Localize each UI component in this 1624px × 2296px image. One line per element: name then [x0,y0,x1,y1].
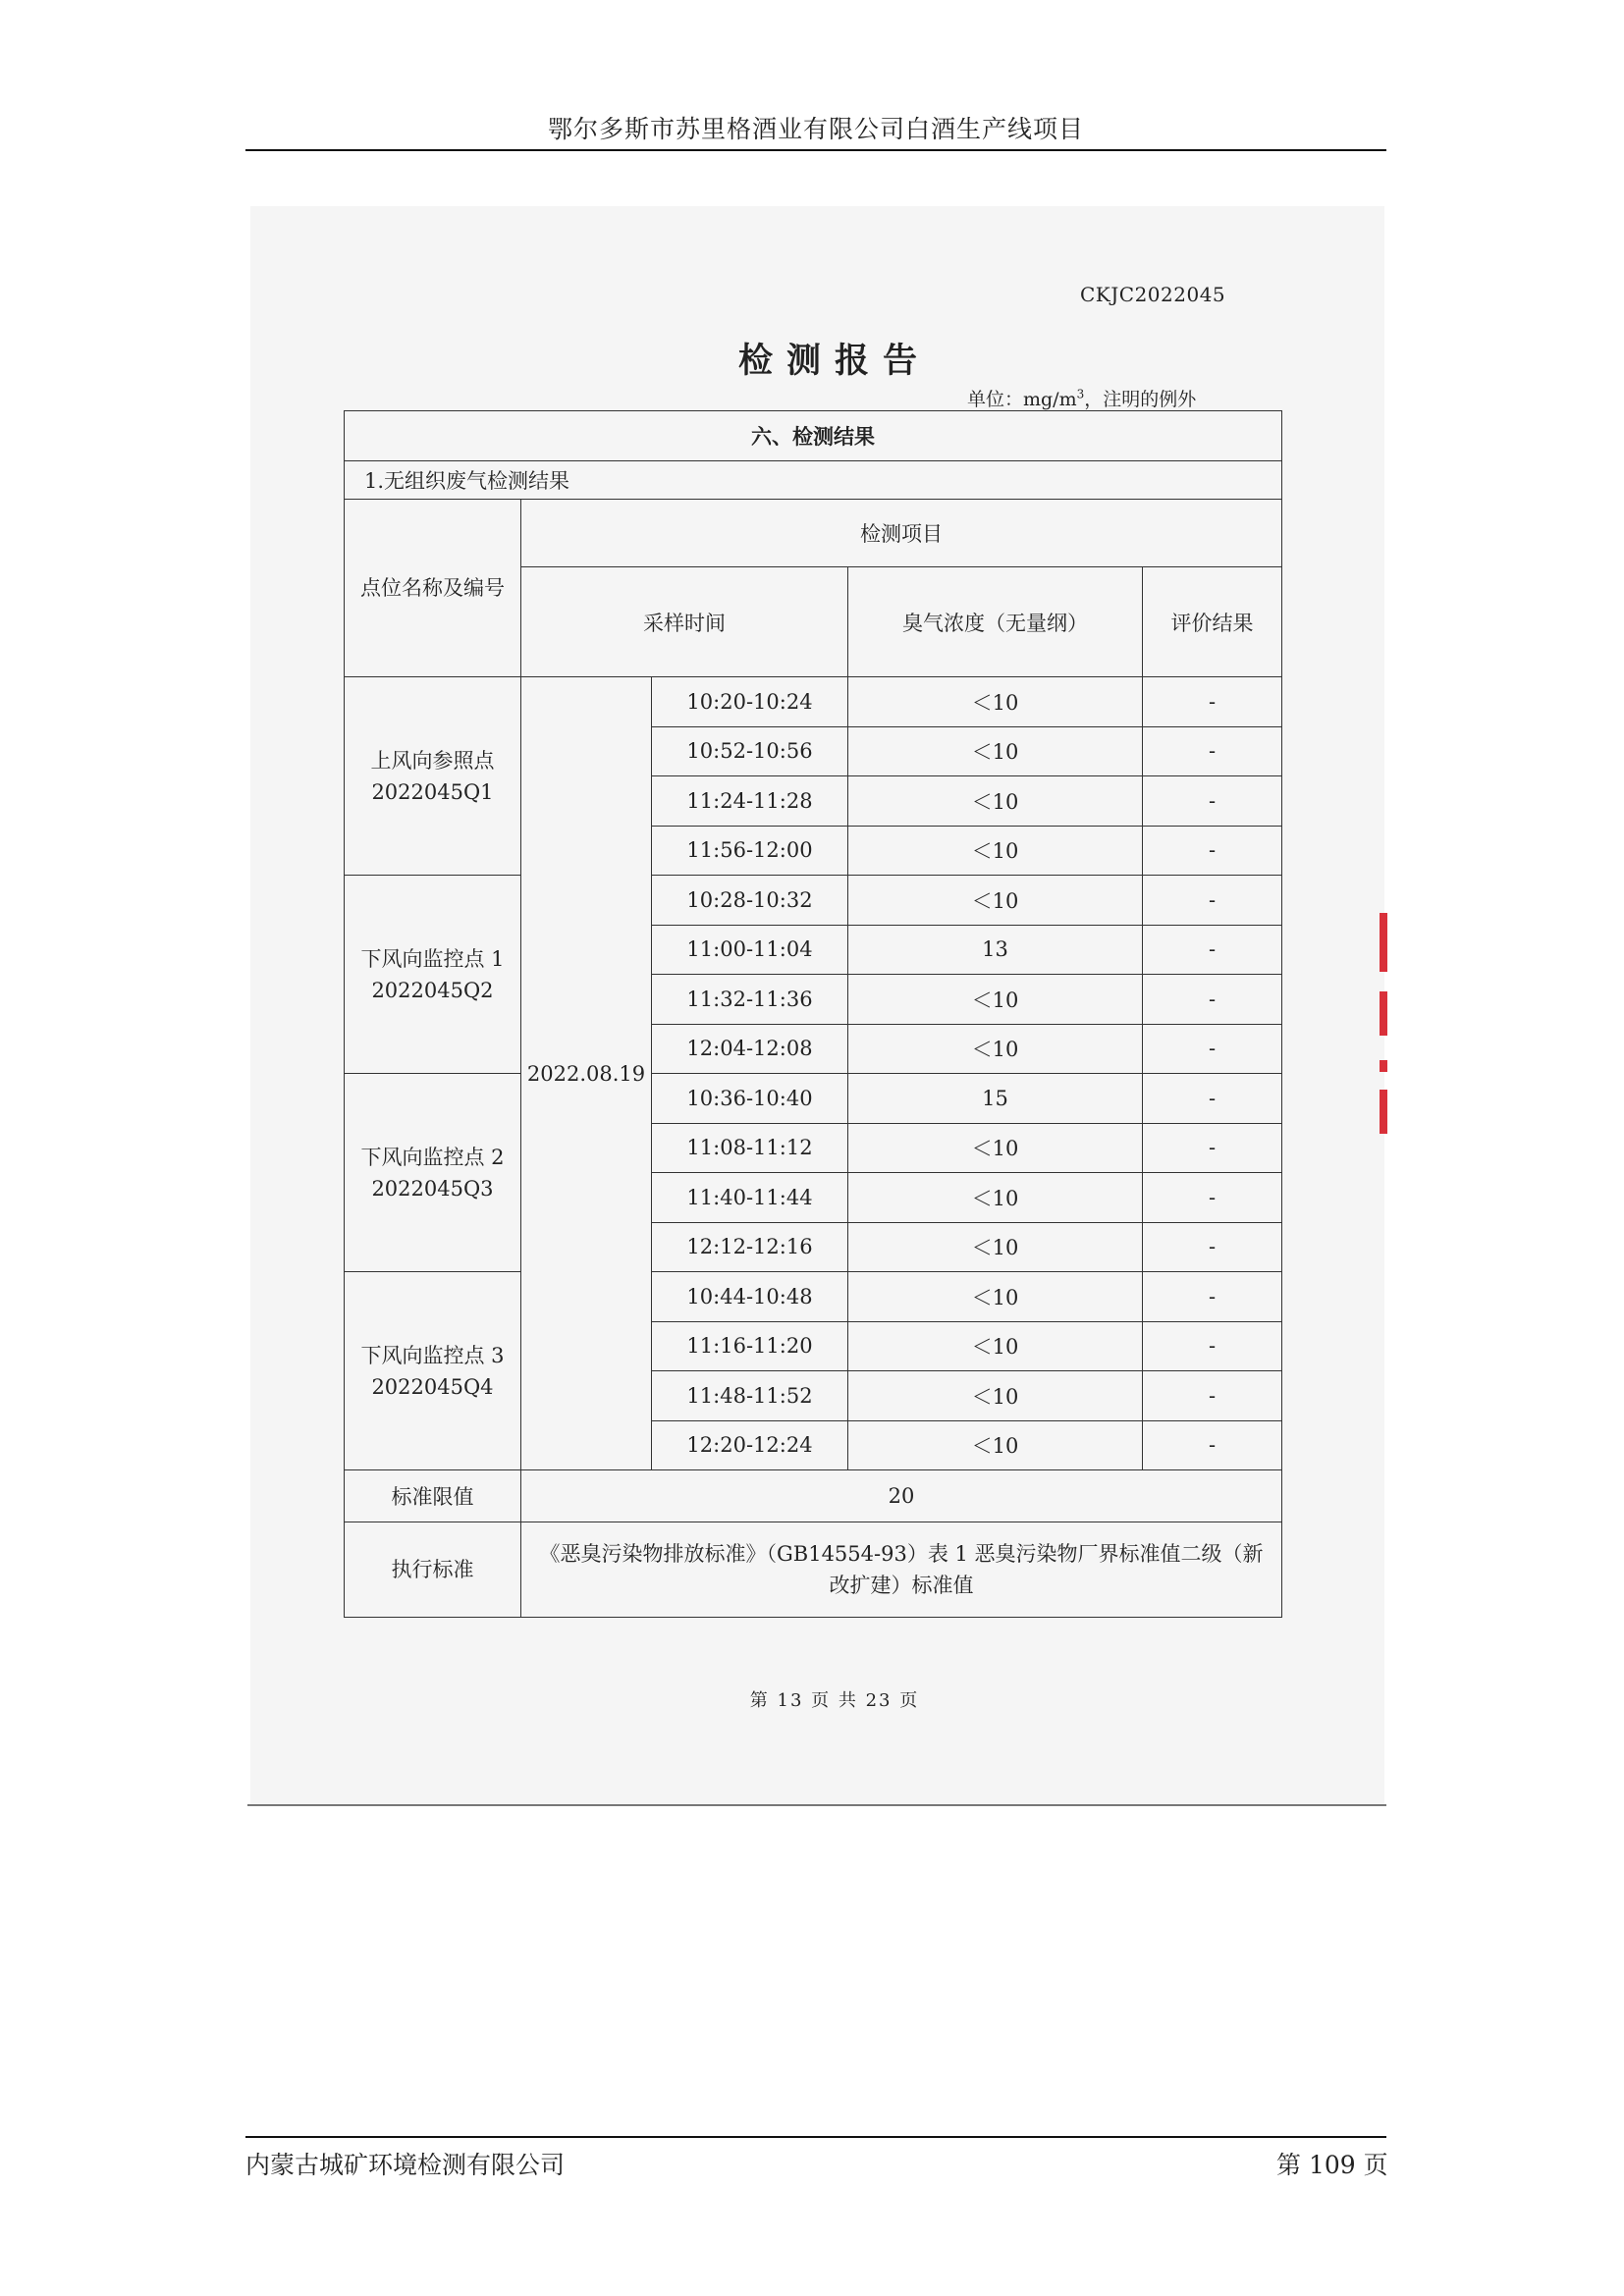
unit-note [967,385,1196,411]
evaluation-cell: - [1143,1173,1282,1223]
point-code: 2022045Q2 [371,978,494,1002]
evaluation-cell: - [1143,1272,1282,1322]
odor-value: ＜10 [848,677,1143,727]
evaluation-cell: - [1143,975,1282,1025]
odor-value: ＜10 [848,1024,1143,1074]
table-row [345,1272,1282,1322]
unit-note-sup: 3 [1076,387,1085,401]
table-row [345,1074,1282,1124]
evaluation-cell: - [1143,876,1282,926]
odor-value: ＜10 [848,1272,1143,1322]
header-rule [245,149,1386,151]
report-title: 检测报告 [737,341,931,381]
point-cell [345,1272,521,1470]
time-cell: 11:56-12:00 [652,826,848,876]
evaluation-cell: - [1143,677,1282,727]
point-name: 下风向监控点 2 [360,1145,505,1169]
odor-value: 15 [848,1074,1143,1124]
point-name: 下风向监控点 3 [360,1343,505,1367]
evaluation-cell: - [1143,1420,1282,1470]
section-title: 六、检测结果 [345,411,1282,461]
footer-rule [245,2136,1386,2138]
time-cell: 11:48-11:52 [652,1371,848,1421]
odor-value: ＜10 [848,1173,1143,1223]
point-name: 下风向监控点 1 [360,946,505,971]
odor-value: ＜10 [848,1420,1143,1470]
point-code: 2022045Q4 [371,1374,494,1399]
header-sampling-time: 采样时间 [521,567,848,677]
evaluation-cell: - [1143,1371,1282,1421]
header-items: 检测项目 [521,500,1282,567]
time-cell: 11:16-11:20 [652,1321,848,1371]
footer-page-number: 第 109 页 [1276,2151,1388,2179]
time-cell: 12:12-12:16 [652,1222,848,1272]
point-cell [345,876,521,1074]
time-cell: 10:20-10:24 [652,677,848,727]
sampling-date: 2022.08.19 [521,677,652,1470]
point-cell [345,677,521,876]
odor-value: ＜10 [848,726,1143,776]
odor-value: ＜10 [848,1123,1143,1173]
unit-note-suffix: ，注明的例外 [1084,389,1197,410]
unit-note-prefix: 单位：mg/m [967,389,1077,410]
point-cell [345,1074,521,1272]
table-row [345,876,1282,926]
time-cell: 10:52-10:56 [652,726,848,776]
standard-limit-value: 20 [521,1470,1282,1522]
evaluation-cell: - [1143,1024,1282,1074]
scan-bottom-edge [247,1804,1386,1806]
exec-standard-value: 《恶臭污染物排放标准》（GB14554-93）表 1 恶臭污染物厂界标准值二级（新改扩建）标准值 [521,1522,1282,1618]
odor-value: ＜10 [848,1371,1143,1421]
time-cell: 10:36-10:40 [652,1074,848,1124]
odor-value: ＜10 [848,975,1143,1025]
odor-value: ＜10 [848,776,1143,827]
exec-standard-label: 执行标准 [345,1522,521,1618]
result-table [344,410,1282,1618]
time-cell: 12:04-12:08 [652,1024,848,1074]
subsection-title: 1.无组织废气检测结果 [345,461,1282,500]
evaluation-cell: - [1143,1074,1282,1124]
odor-value: ＜10 [848,876,1143,926]
time-cell: 12:20-12:24 [652,1420,848,1470]
time-cell: 10:44-10:48 [652,1272,848,1322]
evaluation-cell: - [1143,1321,1282,1371]
odor-value: ＜10 [848,826,1143,876]
header-point: 点位名称及编号 [345,500,521,677]
standard-limit-label: 标准限值 [345,1470,521,1522]
time-cell: 11:24-11:28 [652,776,848,827]
evaluation-cell: - [1143,726,1282,776]
inner-page-number: 第 13 页 共 23 页 [749,1690,920,1711]
evaluation-cell: - [1143,1222,1282,1272]
evaluation-cell: - [1143,776,1282,827]
seal-stamp-fragment [1380,913,1389,1139]
evaluation-cell: - [1143,1123,1282,1173]
header-odor: 臭气浓度（无量纲） [848,567,1143,677]
page-header: 鄂尔多斯市苏里格酒业有限公司白酒生产线项目 [547,115,1084,143]
odor-value: ＜10 [848,1222,1143,1272]
odor-value: 13 [848,925,1143,975]
time-cell: 11:32-11:36 [652,975,848,1025]
point-code: 2022045Q1 [371,779,494,804]
table-row [345,677,1282,727]
evaluation-cell: - [1143,826,1282,876]
time-cell: 11:00-11:04 [652,925,848,975]
time-cell: 10:28-10:32 [652,876,848,926]
evaluation-cell: - [1143,925,1282,975]
odor-value: ＜10 [848,1321,1143,1371]
footer-company: 内蒙古城矿环境检测有限公司 [245,2151,566,2179]
point-name: 上风向参照点 [370,748,495,773]
time-cell: 11:08-11:12 [652,1123,848,1173]
header-evaluation: 评价结果 [1143,567,1282,677]
point-code: 2022045Q3 [371,1176,494,1201]
report-number: CKJC2022045 [1080,283,1226,306]
time-cell: 11:40-11:44 [652,1173,848,1223]
